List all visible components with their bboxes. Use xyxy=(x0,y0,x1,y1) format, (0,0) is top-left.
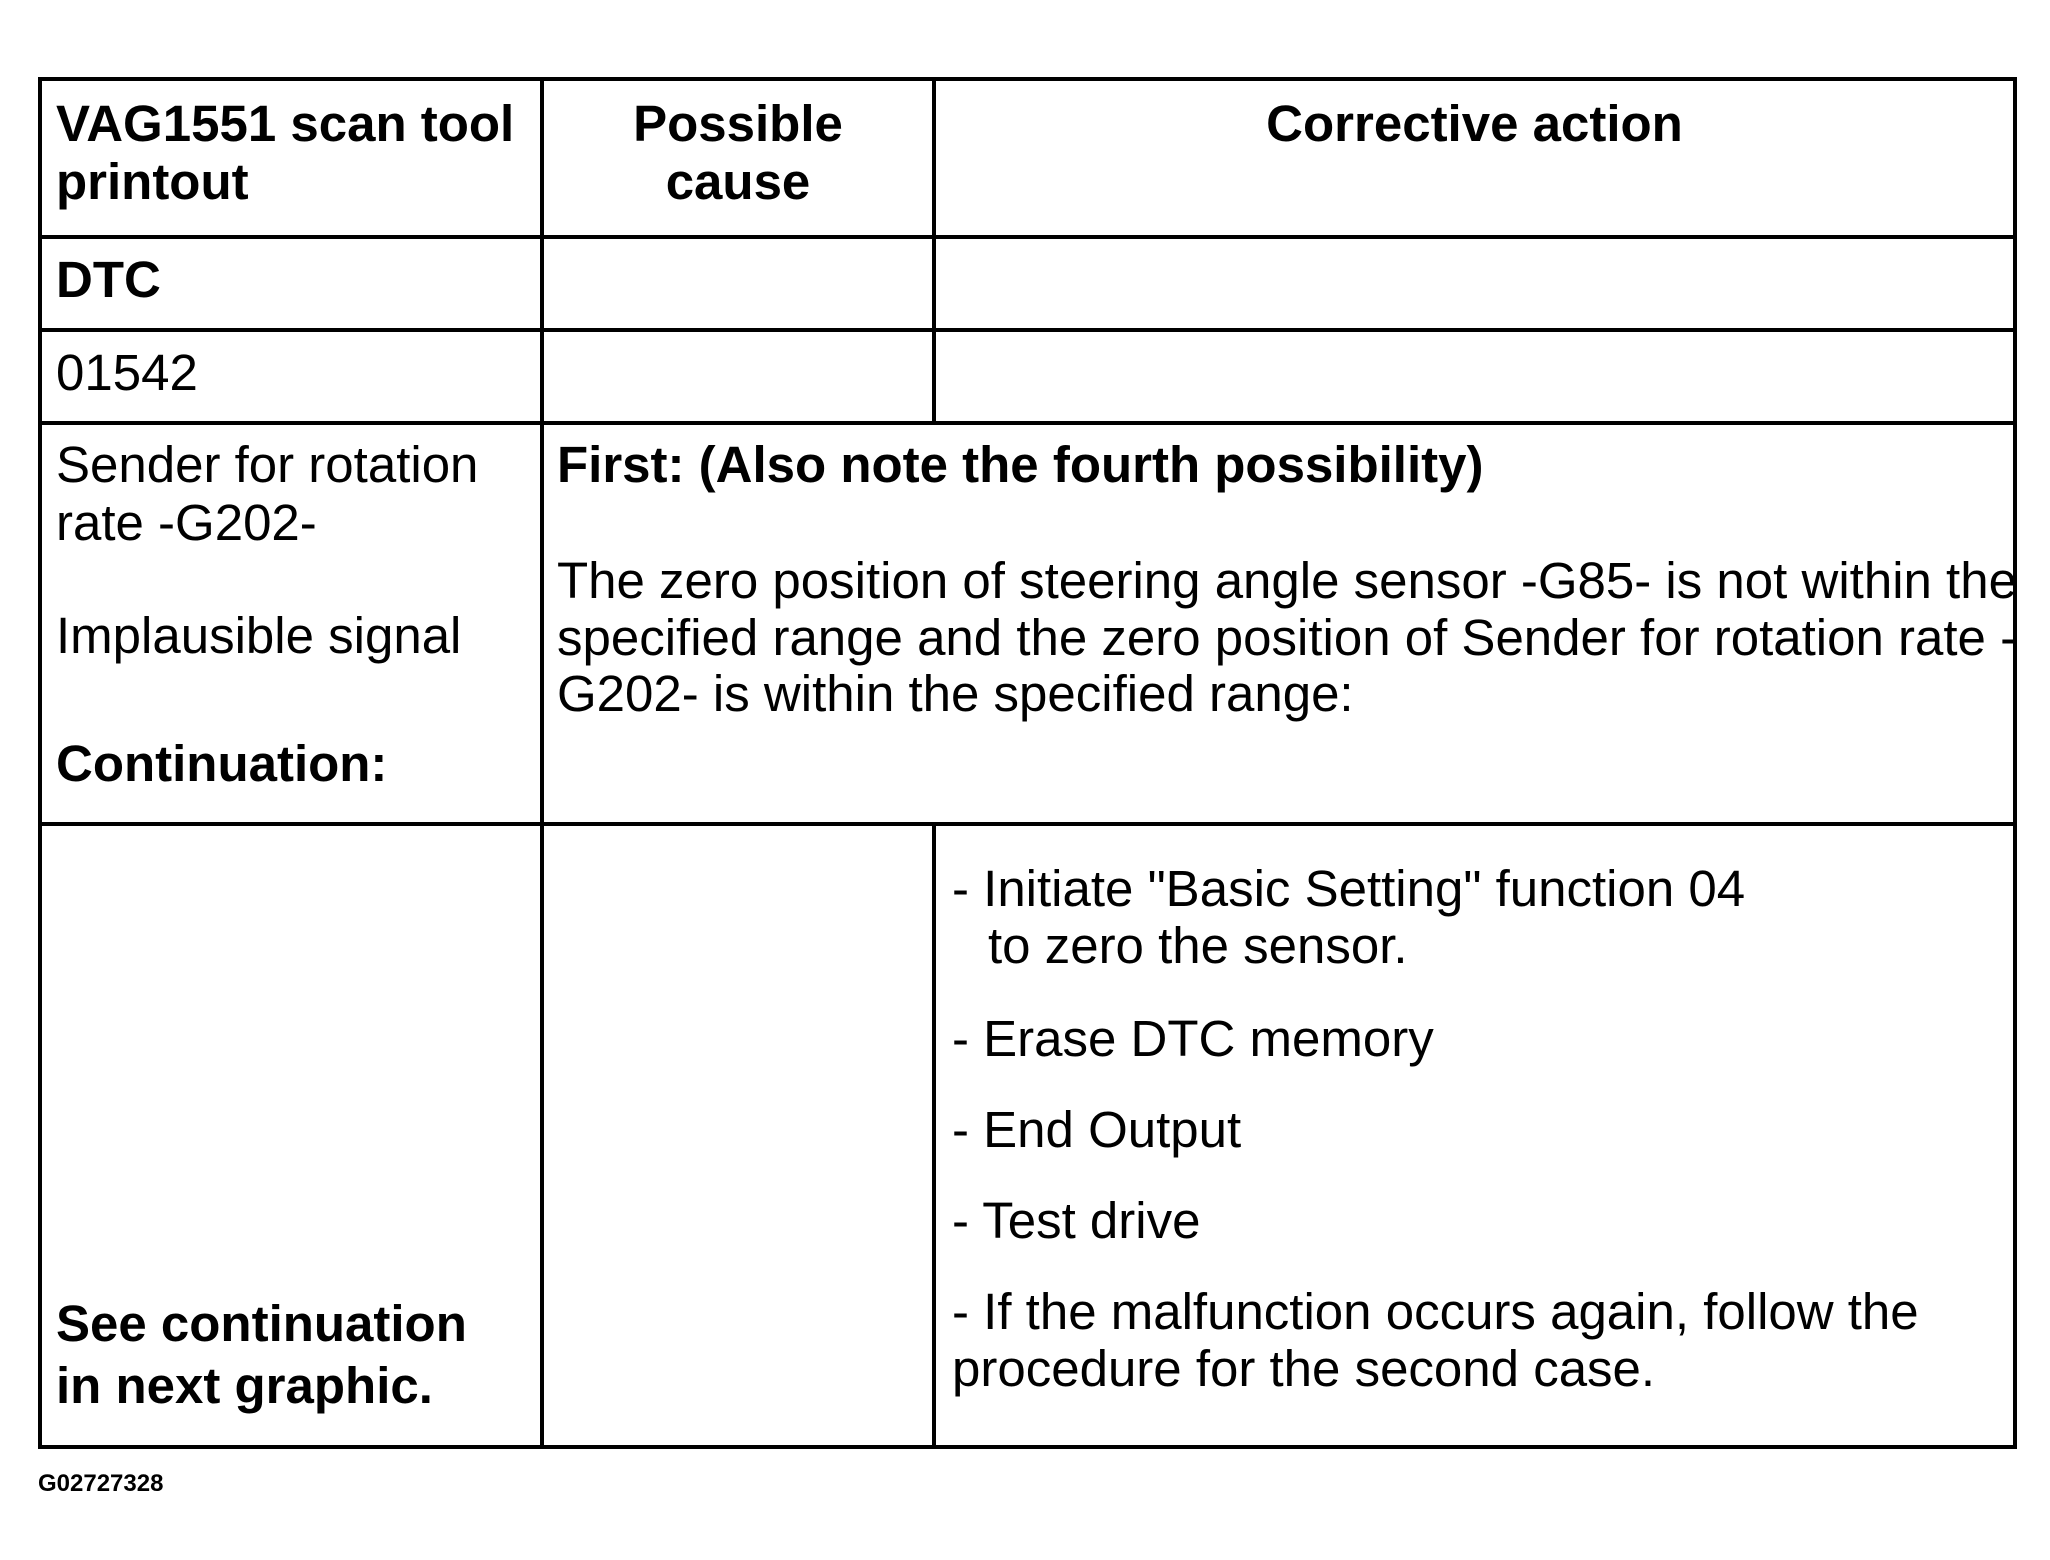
action-1-line2: to zero the sensor. xyxy=(988,917,1408,974)
row-divider xyxy=(42,421,2013,425)
fault-line3: Implausible signal xyxy=(56,607,462,664)
header-col3: Corrective action xyxy=(1266,95,1683,152)
cause-line2: specified range and the zero position of Sender for rotation rate - xyxy=(557,609,2018,666)
cause-line3: G202- is within the specified range: xyxy=(557,665,1354,722)
row-divider xyxy=(42,235,2013,239)
fault-line2: rate -G202- xyxy=(56,494,317,551)
cause-line1: The zero position of steering angle sensor -G85- is not within the xyxy=(557,552,2017,609)
dtc-label: DTC xyxy=(56,251,161,308)
header-col2-line1: Possible xyxy=(633,95,843,152)
column-divider xyxy=(540,81,544,1445)
header-col1-line2: printout xyxy=(56,153,249,210)
diagnostic-table xyxy=(38,77,2017,1449)
header-col1-line1: VAG1551 scan tool xyxy=(56,95,515,152)
header-col2-line2: cause xyxy=(665,153,811,210)
action-5-line1: - If the malfunction occurs again, follow the xyxy=(952,1283,1919,1340)
action-5-line2: procedure for the second case. xyxy=(952,1340,1656,1397)
figure-reference: G02727328 xyxy=(38,1470,164,1497)
row-divider xyxy=(42,328,2013,332)
continuation-label: Continuation: xyxy=(56,735,388,792)
cause-heading: First: (Also note the fourth possibility) xyxy=(557,436,1484,493)
see-continuation-line2: in next graphic. xyxy=(56,1357,433,1414)
action-2: - Erase DTC memory xyxy=(952,1010,1434,1067)
fault-line1: Sender for rotation xyxy=(56,436,479,493)
action-3: - End Output xyxy=(952,1101,1242,1158)
column-divider xyxy=(932,822,936,1445)
action-1-line1: - Initiate "Basic Setting" function 04 xyxy=(952,860,1746,917)
action-4: - Test drive xyxy=(952,1192,1201,1249)
row-divider xyxy=(42,822,2013,826)
dtc-code: 01542 xyxy=(56,344,198,401)
see-continuation-line1: See continuation xyxy=(56,1295,467,1352)
